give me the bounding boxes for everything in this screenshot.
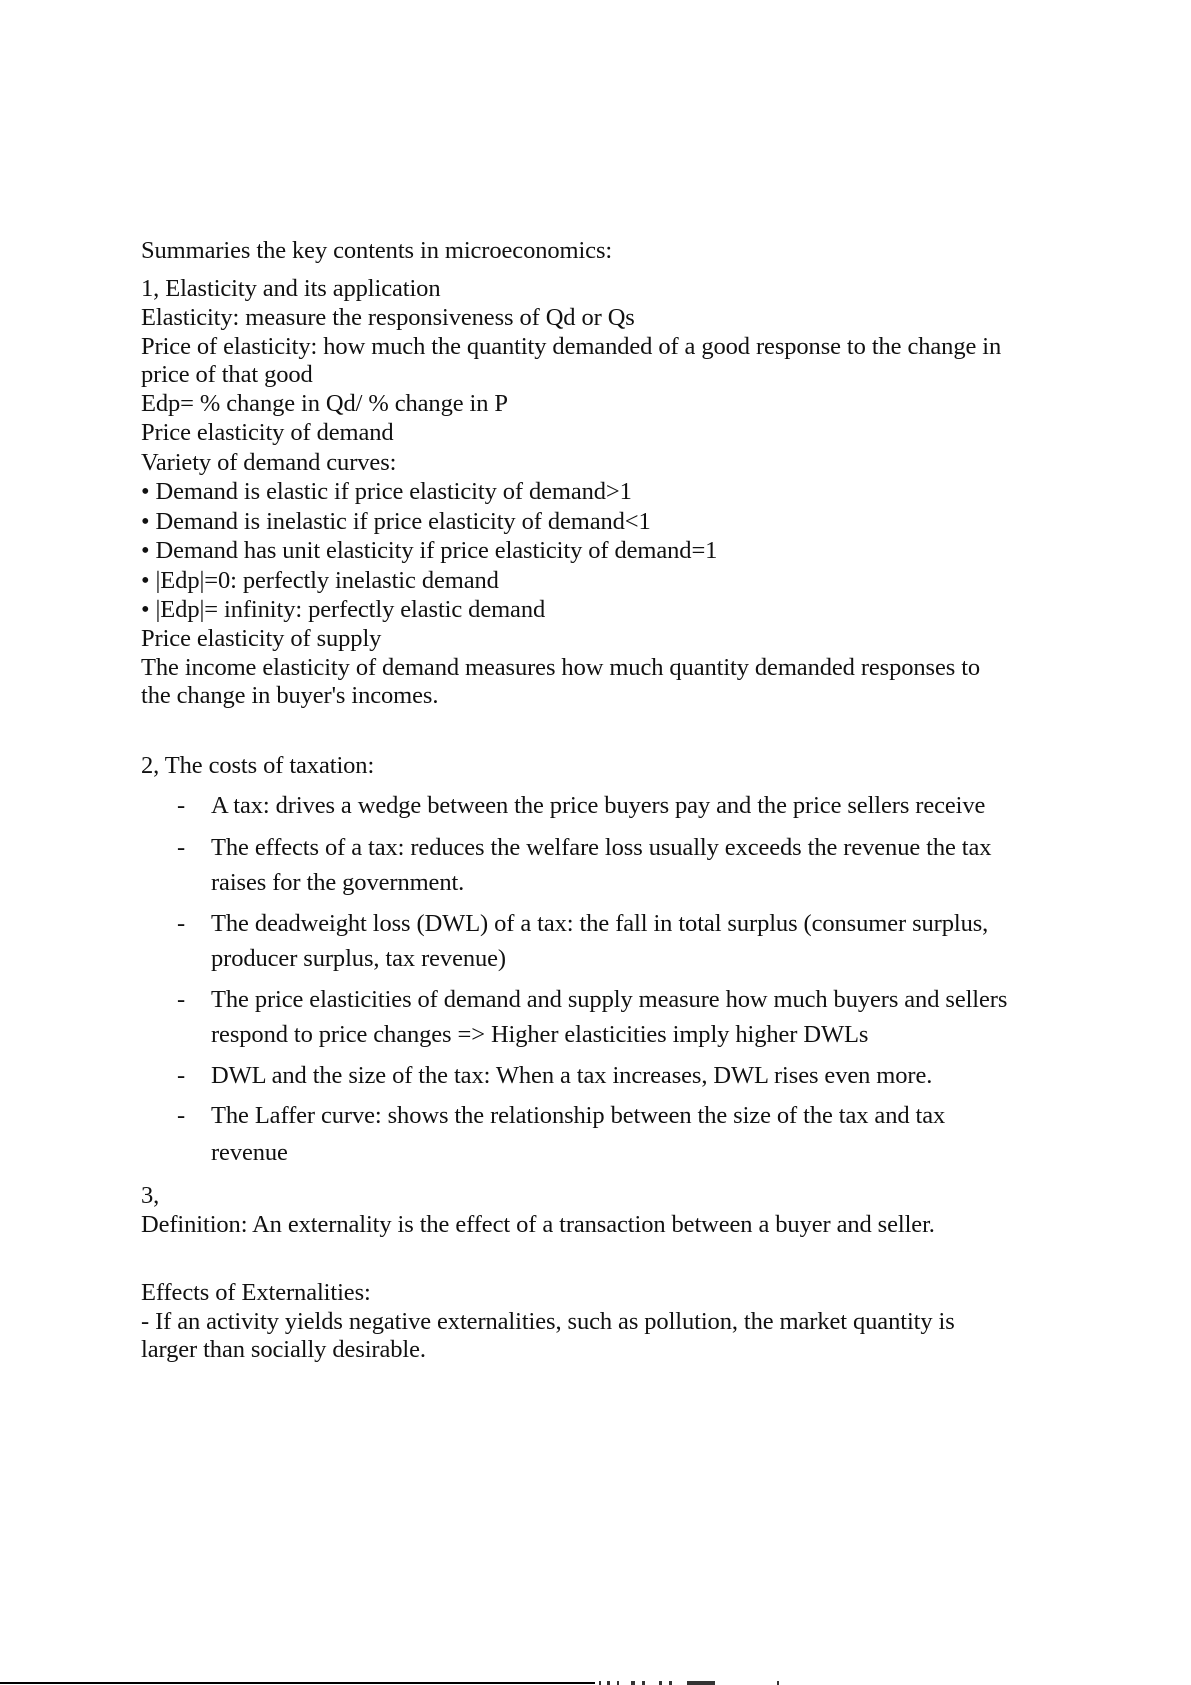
dash-marker: -: [177, 834, 186, 861]
bullet-item: • Demand is elastic if price elasticity of demand>1: [141, 478, 632, 505]
dash-marker: -: [177, 910, 186, 937]
section-3-heading: 3,: [141, 1182, 160, 1209]
dash-item-text: respond to price changes => Higher elasticities imply higher DWLs: [211, 1021, 869, 1048]
dash-item-text: producer surplus, tax revenue): [211, 945, 506, 972]
dash-item-text: A tax: drives a wedge between the price buyers pay and the price sellers receive: [211, 792, 986, 819]
bullet-item: • Demand has unit elasticity if price elasticity of demand=1: [141, 537, 718, 564]
section-1-line: Variety of demand curves:: [141, 449, 397, 476]
section-1-line: Price of elasticity: how much the quantity demanded of a good response to the change in: [141, 333, 1002, 360]
dash-item-text: raises for the government.: [211, 869, 465, 896]
cut-off-footer-text: [597, 1681, 787, 1685]
bullet-item: • Demand is inelastic if price elasticity of demand<1: [141, 508, 651, 535]
dash-item-text: The effects of a tax: reduces the welfare loss usually exceeds the revenue the tax: [211, 834, 992, 861]
section-1-line: Elasticity: measure the responsiveness of Qd or Qs: [141, 304, 635, 331]
bullet-item: • |Edp|= infinity: perfectly elastic demand: [141, 596, 546, 623]
text-fragment: [687, 1681, 715, 1685]
section-1-line: Price elasticity of demand: [141, 419, 394, 446]
text-fragment: [659, 1681, 662, 1685]
text-fragment: [617, 1681, 619, 1685]
document-title: Summaries the key contents in microeconomics:: [141, 237, 613, 264]
footer-divider: [0, 1682, 595, 1684]
dash-marker: -: [177, 1102, 186, 1129]
text-fragment: [642, 1681, 645, 1685]
bullet-item: • |Edp|=0: perfectly inelastic demand: [141, 567, 499, 594]
effects-line: larger than socially desirable.: [141, 1336, 426, 1363]
text-fragment: [669, 1681, 672, 1685]
section-2-heading: 2, The costs of taxation:: [141, 752, 375, 779]
text-fragment: [599, 1681, 601, 1685]
text-fragment: [777, 1681, 779, 1685]
dash-item-text: The price elasticities of demand and supply measure how much buyers and sellers: [211, 986, 1008, 1013]
externality-definition: Definition: An externality is the effect of a transaction between a buyer and seller.: [141, 1211, 935, 1238]
dash-marker: -: [177, 792, 186, 819]
section-1-line: Price elasticity of supply: [141, 625, 382, 652]
dash-item-text: The Laffer curve: shows the relationship between the size of the tax and tax: [211, 1102, 946, 1129]
text-fragment: [631, 1681, 635, 1685]
dash-marker: -: [177, 986, 186, 1013]
dash-marker: -: [177, 1062, 186, 1089]
dash-item-text: DWL and the size of the tax: When a tax increases, DWL rises even more.: [211, 1062, 933, 1089]
section-1-line: price of that good: [141, 361, 313, 388]
effects-heading: Effects of Externalities:: [141, 1279, 371, 1306]
section-1-line: the change in buyer's incomes.: [141, 682, 439, 709]
section-1-line: The income elasticity of demand measures how much quantity demanded responses to: [141, 654, 981, 681]
dash-item-text: revenue: [211, 1139, 288, 1166]
dash-item-text: The deadweight loss (DWL) of a tax: the fall in total surplus (consumer surplus,: [211, 910, 989, 937]
text-fragment: [607, 1681, 610, 1685]
section-1-heading: 1, Elasticity and its application: [141, 275, 441, 302]
effects-line: - If an activity yields negative externalities, such as pollution, the market quantity is: [141, 1308, 955, 1335]
section-1-line: Edp= % change in Qd/ % change in P: [141, 390, 508, 417]
